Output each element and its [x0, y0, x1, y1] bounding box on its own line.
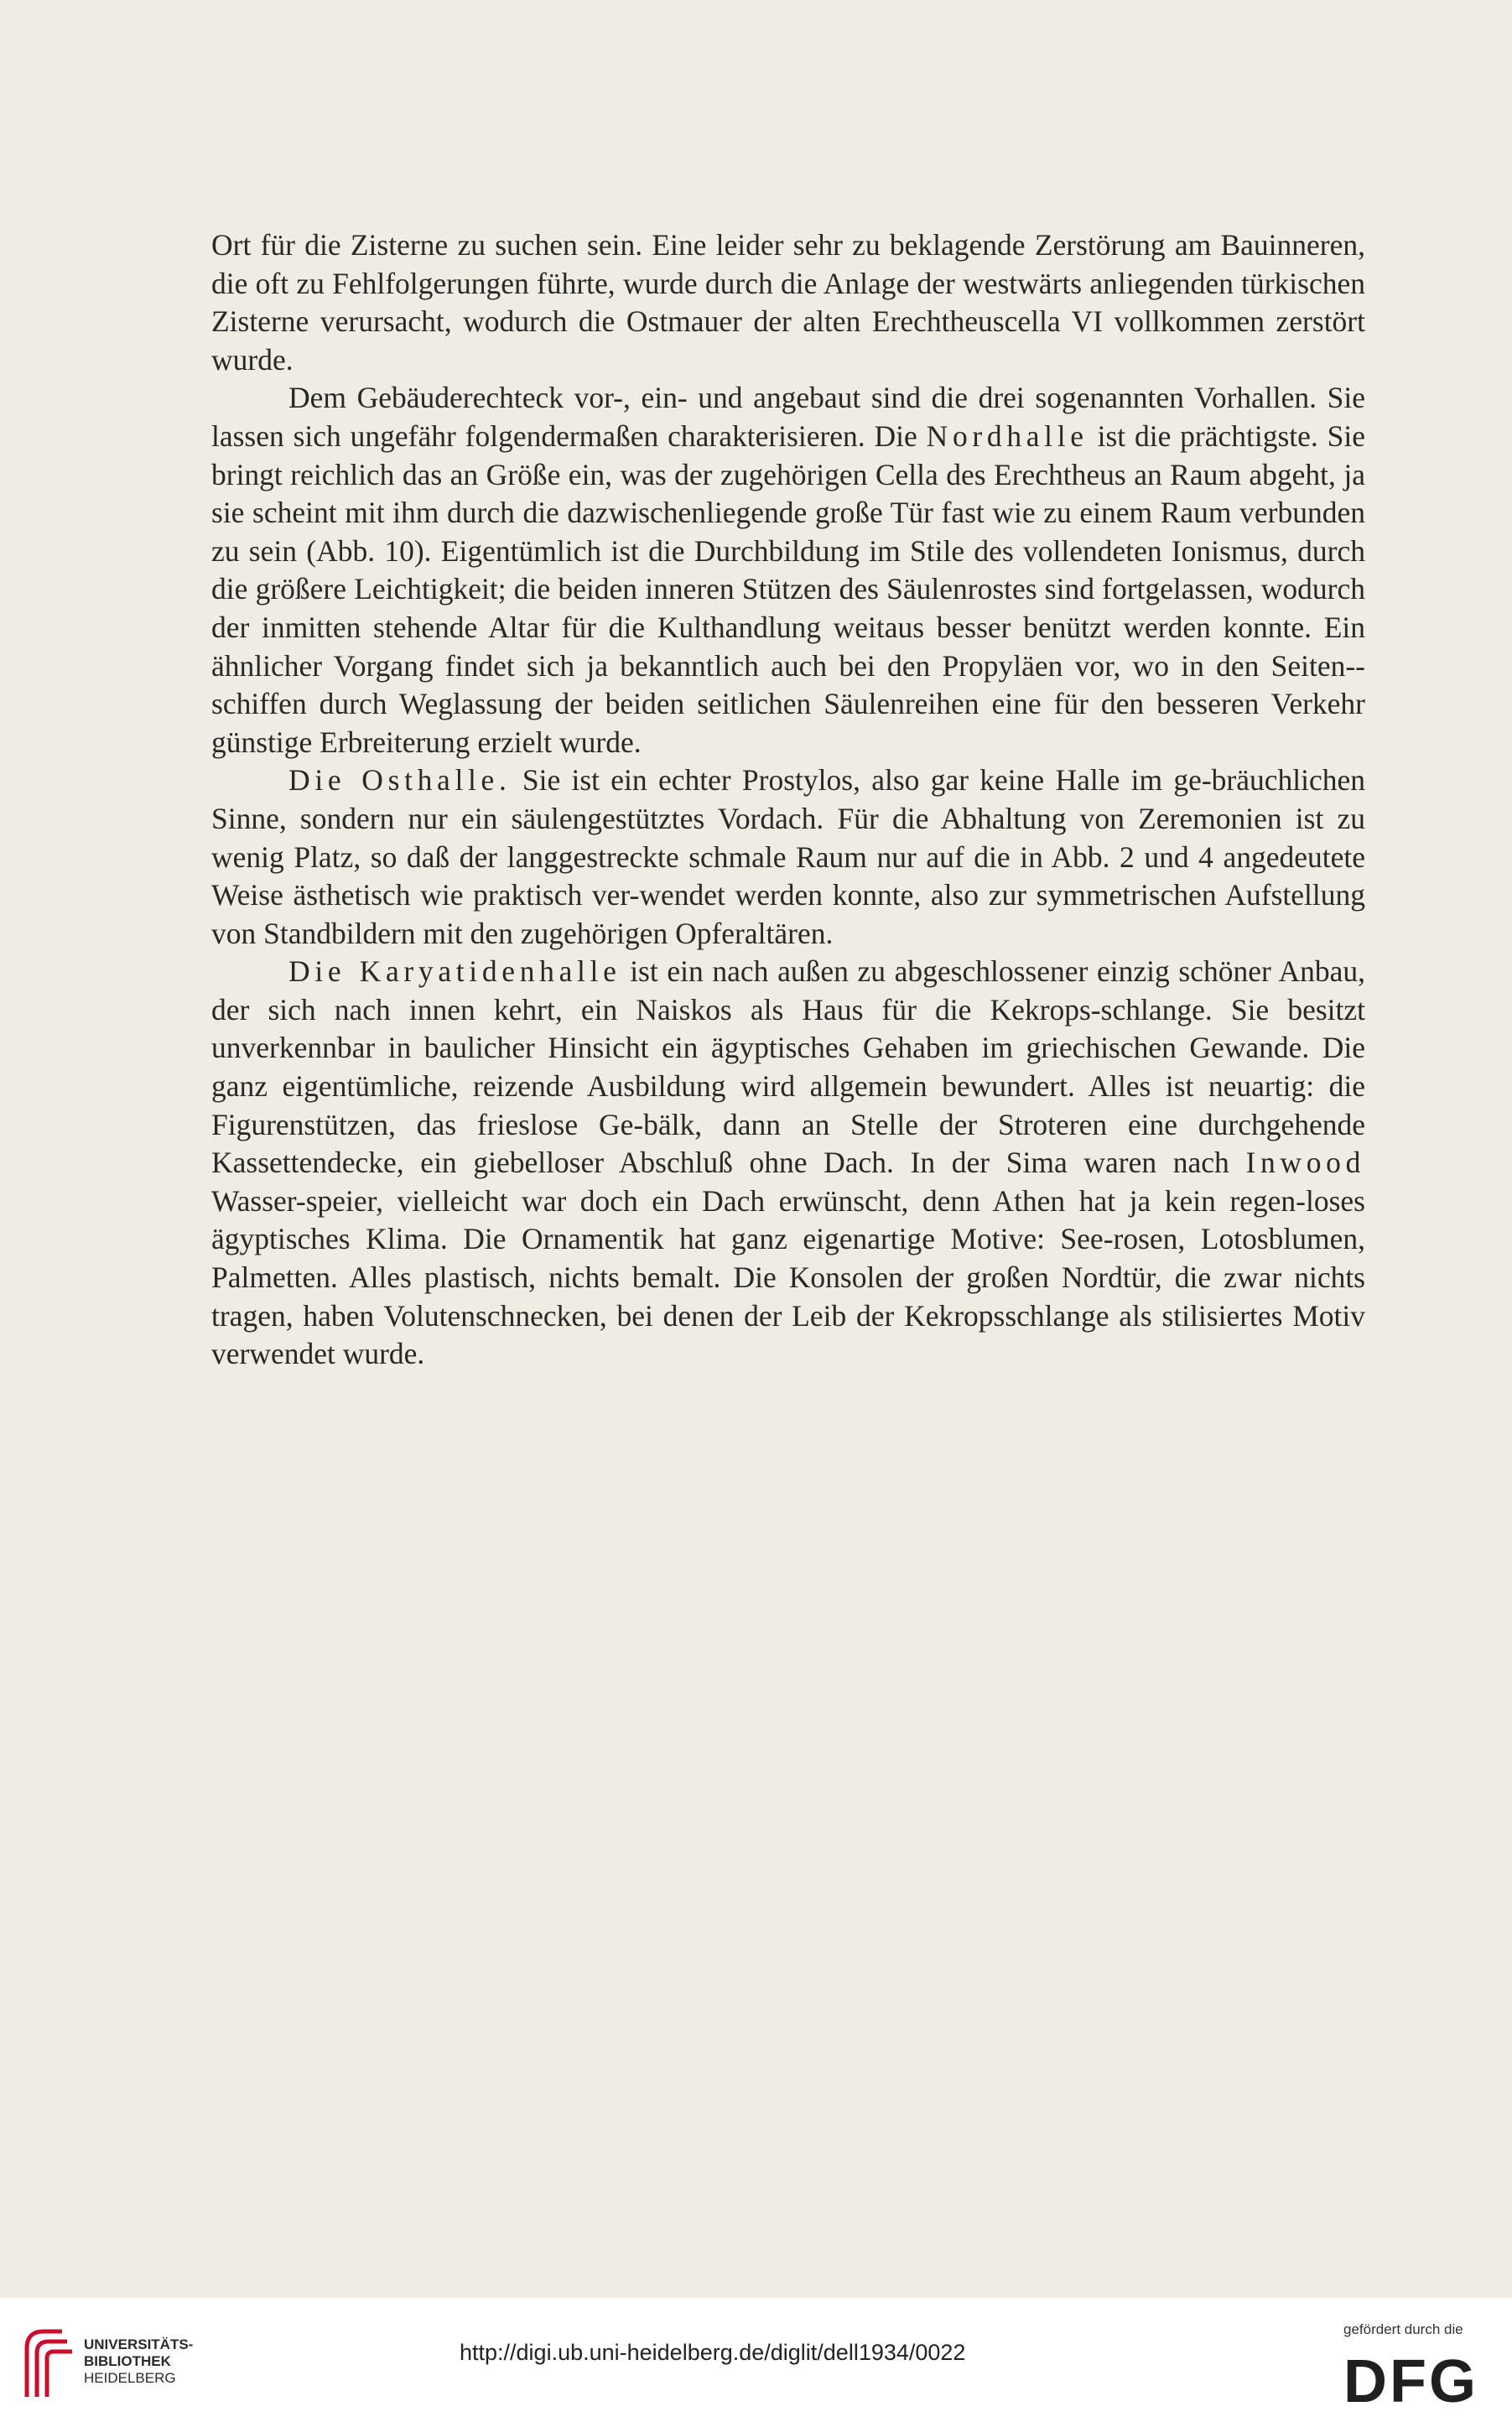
- paragraph: Ort für die Zisterne zu suchen sein. Eine leider sehr zu beklagende Zerstörung am Bauinneren, die oft zu Fehlfolgerungen führte, wurde durch die Anlage der westwärts anliegenden türkischen Zisterne verursacht, wodurch die Ostmauer der alten Erechtheuscella VI vollkommen zerstört wurde.: [211, 228, 1365, 377]
- paragraph: Die Osthalle. Sie ist ein echter Prostylos, also gar keine Halle im ge-bräuchlichen Sinne, sondern nur ein säulengestütztes Vordach. Für die Abhaltung von Zeremonien ist zu wenig Platz, so daß der langgestreckte schmale Raum nur auf die in Abb. 2 und 4 angedeutete Weise ästhetisch wie praktisch ver-wendet werden konnte, also zur symmetrischen Aufstellung von Standbildern mit den zugehörigen Opferaltären.: [211, 763, 1366, 950]
- paragraph: Die Karyatidenhalle ist ein nach außen zu abgeschlossener einzig schöner Anbau, der sich nach innen kehrt, ein Naiskos als Haus für die Kekrops-schlange. Sie besitzt unverkennbar in baulicher Hinsicht ein ägyptisches Gehaben im griechischen Gewande. Die ganz eigentümliche, reizende Ausbildung wird allgemein bewundert. Alles ist neuartig: die Figurenstützen, das frieslose Ge-bälk, dann an Stelle der Stroteren eine durchgehende Kassettendecke, ein giebelloser Abschluß ohne Dach. In der Sima waren nach Inwood Wasser-speier, vielleicht war doch ein Dach erwünscht, denn Athen hat ja kein regen-loses ägyptisches Klima. Die Ornamentik hat ganz eigenartige Motive: See-rosen, Lotosblumen, Palmetten. Alles plastisch, nichts bemalt. Die Konsolen der großen Nordtür, die zwar nichts tragen, haben Volutenschnecken, bei denen der Leib der Kekropsschlange als stilisiertes Motiv verwendet wurde.: [211, 954, 1366, 1371]
- spaced-heading-karyatidenhalle: Die Karyatidenhalle: [288, 954, 621, 989]
- document-url-link[interactable]: http://digi.ub.uni-heidelberg.de/diglit/dell1934/0022: [460, 2340, 966, 2365]
- dfg-logo-text: DFG: [1343, 2348, 1478, 2410]
- body-text: [211, 226, 1365, 1374]
- spaced-heading-osthalle: Die Osthalle.: [288, 763, 512, 798]
- spaced-name-inwood: Inwood: [1245, 1146, 1366, 1180]
- university-library-logo-icon: [18, 2323, 77, 2404]
- spaced-heading-nordhalle: Nordhalle: [926, 418, 1089, 453]
- funding-note: gefördert durch die: [1343, 2321, 1463, 2337]
- library-name: UNIVERSITÄTS- BIBLIOTHEK HEIDELBERG: [84, 2336, 194, 2386]
- paragraph: Dem Gebäuderechteck vor-, ein- und angebaut sind die drei sogenannten Vorhallen. Sie lassen sich ungefähr folgendermaßen charakterisieren. Die Nordhalle ist die prächtigste. Sie bringt reichlich das an Größe ein, was der zugehörigen Cella des Erechtheus an Raum abgeht, ja sie scheint mit ihm durch die dazwischenliegende große Tür fast wie zu einem Raum verbunden zu sein (Abb. 10). Eigentümlich ist die Durchbildung im Stile des vollendeten Ionismus, durch die größere Leichtigkeit; die beiden inneren Stützen des Säulenrostes sind fortgelassen, wodurch der inmitten stehende Altar für die Kulthandlung weitaus besser benützt werden konnte. Ein ähnlicher Vorgang findet sich ja bekanntlich auch bei den Propyläen vor, wo in den Seiten-schiffen durch Weglassung der beiden seitlichen Säulenreihen eine für den besseren Verkehr günstige Erbreiterung erzielt wurde.: [211, 381, 1366, 759]
- dfg-logo: [1342, 2348, 1493, 2410]
